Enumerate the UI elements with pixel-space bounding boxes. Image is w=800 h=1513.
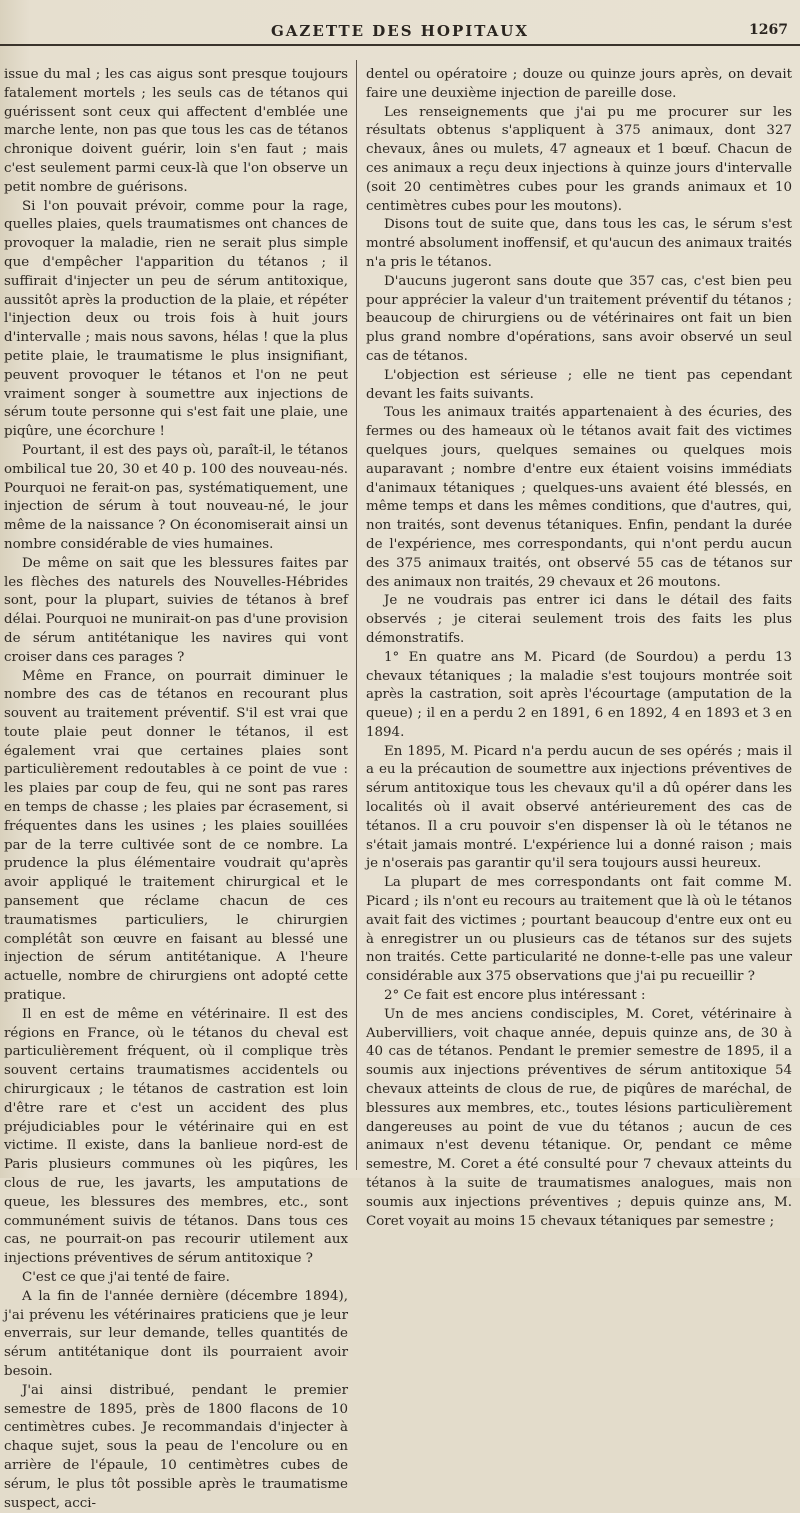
paragraph: De même on sait que les blessures faites par les flèches des naturels des Nouvelles-Hébrides sont, pour la plupart, suivies de tétanos à bref délai. Pourquoi ne munirait-on pas d'une provision de sérum antitétanique les navires qui vont croiser dans ces parages ? [4, 555, 348, 665]
left-column [4, 66, 348, 1513]
paragraph: Je ne voudrais pas entrer ici dans le détail des faits observés ; je citerai seulement trois des faits les plus démonstratifs. [366, 593, 792, 646]
paragraph: J'ai ainsi distribué, pendant le premier semestre de 1895, près de 1800 flacons de 10 centimètres cubes. Je recommandais d'injecter à chaque sujet, sous la peau de l'encolure ou en arrière de l'épaule, 10 centimètres cubes de sérum, le plus tôt possible après le traumatisme suspect, acci- [4, 1382, 348, 1511]
paragraph: 2° Ce fait est encore plus intéressant : [384, 988, 646, 1004]
paragraph: issue du mal ; les cas aigus sont presque toujours fatalement mortels ; les seuls cas de tétanos qui guérissent sont ceux qui affectent d'emblée une marche lente, non pas que tous les cas de tétanos chronique doivent guérir, loin s'en faut ; mais c'est seulement parmi ceux-là que l'on observe un petit nombre de guérisons. [4, 67, 348, 195]
journal-title: GAZETTE DES HOPITAUX [270, 22, 529, 40]
paragraph: Si l'on pouvait prévoir, comme pour la rage, quelles plaies, quels traumatismes ont chances de provoquer la maladie, rien ne serait plus simple que d'empêcher l'apparition du tétanos ; il suffirait d'injecter un peu de sérum antitoxique, aussitôt après la production de la plaie, et répéter l'injection deux ou trois fois à huit jours d'intervalle ; mais nous savons, hélas ! que la plus petite plaie, le traumatisme le plus insignifiant, peuvent provoquer le tétanos et l'on ne peut vraiment songer à soumettre aux injections de sérum toute personne qui s'est fait une plaie, une piqûre, une écorchure ! [4, 198, 348, 440]
page-number: 1267 [749, 22, 788, 38]
paragraph: Pourtant, il est des pays où, paraît-il, le tétanos ombilical tue 20, 30 et 40 p. 100 des nouveau-nés. Pourquoi ne ferait-on pas, systématiquement, une injection de sérum à tout nouveau-né, le jour même de la naissance ? On économiserait ainsi un nombre considérable de vies humaines. [4, 442, 348, 552]
paragraph: C'est ce que j'ai tenté de faire. [22, 1270, 230, 1285]
header-rule [0, 44, 800, 46]
right-column [366, 66, 792, 1231]
paragraph: Les renseignements que j'ai pu me procurer sur les résultats obtenus s'appliquent à 375 animaux, dont 327 chevaux, ânes ou mulets, 47 agneaux et 1 bœuf. Chacun de ces animaux a reçu deux injections à quinze jours d'intervalle (soit 20 centimètres cubes pour les grands animaux et 10 centimètres cubes pour les moutons). [366, 104, 792, 214]
paragraph: D'aucuns jugeront sans doute que 357 cas, c'est bien peu pour apprécier la valeur d'un traitement préventif du tétanos ; beaucoup de chirurgiens ou de vétérinaires ont fait un bien plus grand nombre d'opérations, sans avoir observé un seul cas de tétanos. [366, 273, 792, 364]
paragraph: Disons tout de suite que, dans tous les cas, le sérum s'est montré absolument inoffensif, et qu'aucun des animaux traités n'a pris le tétanos. [366, 217, 792, 270]
paragraph: L'objection est sérieuse ; elle ne tient pas cependant devant les faits suivants. [366, 367, 792, 402]
paragraph: 1° En quatre ans M. Picard (de Sourdou) a perdu 13 chevaux tétaniques ; la maladie s'est toujours montrée soit après la castration, soit après l'écourtage (amputation de la queue) ; il en a perdu 2 en 1891, 6 en 1892, 4 en 1893 et 3 en 1894. [366, 649, 792, 740]
paragraph: Tous les animaux traités appartenaient à des écuries, des fermes ou des hameaux où le tétanos avait fait des victimes quelques jours, quelques semaines ou quelques mois auparavant ; nombre d'entre eux étaient voisins immédiats d'animaux tétaniques ; quelques-uns avaient été blessés, en même temps et dans les mêmes conditions, que d'autres, qui, non traités, sont devenus tétaniques. Enfin, pendant la durée de l'expérience, mes correspondants, qui n'ont perdu aucun des 375 animaux traités, ont observé 55 cas de tétanos sur des animaux non traités, 29 chevaux et 26 moutons. [366, 405, 792, 590]
page-header [0, 20, 800, 46]
paragraph: Il en est de même en vétérinaire. Il est des régions en France, où le tétanos du cheval est particulièrement fréquent, où il complique très souvent certains traumatismes accidentels ou chirurgicaux ; le tétanos de castration est loin d'être rare et c'est un accident des plus préjudiciables pour le vétérinaire qui en est victime. Il existe, dans la banlieue nord-est de Paris plusieurs communes où les piqûres, les clous de rue, les javarts, les amputations de queue, les blessures des membres, etc., sont communément suivis de tétanos. Dans tous ces cas, ne pourrait-on pas recourir utilement aux injections préventives de sérum antitoxique ? [4, 1006, 348, 1267]
column-divider [356, 60, 357, 1170]
paragraph: En 1895, M. Picard n'a perdu aucun de ses opérés ; mais il a eu la précaution de soumettre aux injections préventives de sérum antitoxique tous les chevaux qu'il a dû opérer dans les localités où il avait observé antérieurement des cas de tétanos. Il a cru pouvoir s'en dispenser là où le tétanos ne s'était jamais montré. L'expérience lui a donné raison ; mais je n'oserais pas garantir qu'il sera toujours aussi heureux. [366, 743, 792, 872]
paragraph: La plupart de mes correspondants ont fait comme M. Picard ; ils n'ont eu recours au traitement que là où le tétanos avait fait des victimes ; pourtant beaucoup d'entre eux ont eu à enregistrer un ou plusieurs cas de tétanos sur des sujets non traités. Cette particularité ne donne-t-elle pas une valeur considérable aux 375 observations que j'ai pu recueillir ? [366, 875, 792, 985]
paragraph: Même en France, on pourrait diminuer le nombre des cas de tétanos en recourant plus souvent au traitement préventif. S'il est vrai que toute plaie peut donner le tétanos, il est également vrai que certaines plaies sont particulièrement redoutables à ce point de vue : les plaies par coup de feu, qui ne sont pas rares en temps de chasse ; les plaies par écrasement, si fréquentes dans les usines ; les plaies souillées par de la terre cultivée sont de ce nombre. La prudence la plus élémentaire voudrait qu'après avoir appliqué le traitement chirurgical et le pansement que réclame chacun de ces traumatismes particuliers, le chirurgien complétât son œuvre en faisant au blessé une injection de sérum antitétanique. A l'heure actuelle, nombre de chirurgiens ont adopté cette pratique. [4, 668, 348, 1004]
paragraph: Un de mes anciens condisciples, M. Coret, vétérinaire à Aubervilliers, voit chaque année, depuis quinze ans, de 30 à 40 cas de tétanos. Pendant le premier semestre de 1895, il a soumis aux injections préventives de sérum antitoxique 54 chevaux atteints de clous de rue, de piqûres de maréchal, de blessures aux membres, etc., toutes lésions particulièrement dangereuses au point de vue du tétanos ; aucun de ces animaux n'est devenu tétanique. Or, pendant ce même semestre, M. Coret a été consulté pour 7 chevaux atteints du tétanos à la suite de traumatismes analogues, mais non soumis aux injections préventives ; depuis quinze ans, M. Coret voyait au moins 15 chevaux tétaniques par semestre ; [366, 1006, 792, 1229]
paragraph: dentel ou opératoire ; douze ou quinze jours après, on devait faire une deuxième injection de pareille dose. [366, 67, 792, 101]
paragraph: A la fin de l'année dernière (décembre 1894), j'ai prévenu les vétérinaires praticiens que je leur enverrais, sur leur demande, telles quantités de sérum antitétanique dont ils pourraient avoir besoin. [4, 1288, 348, 1379]
